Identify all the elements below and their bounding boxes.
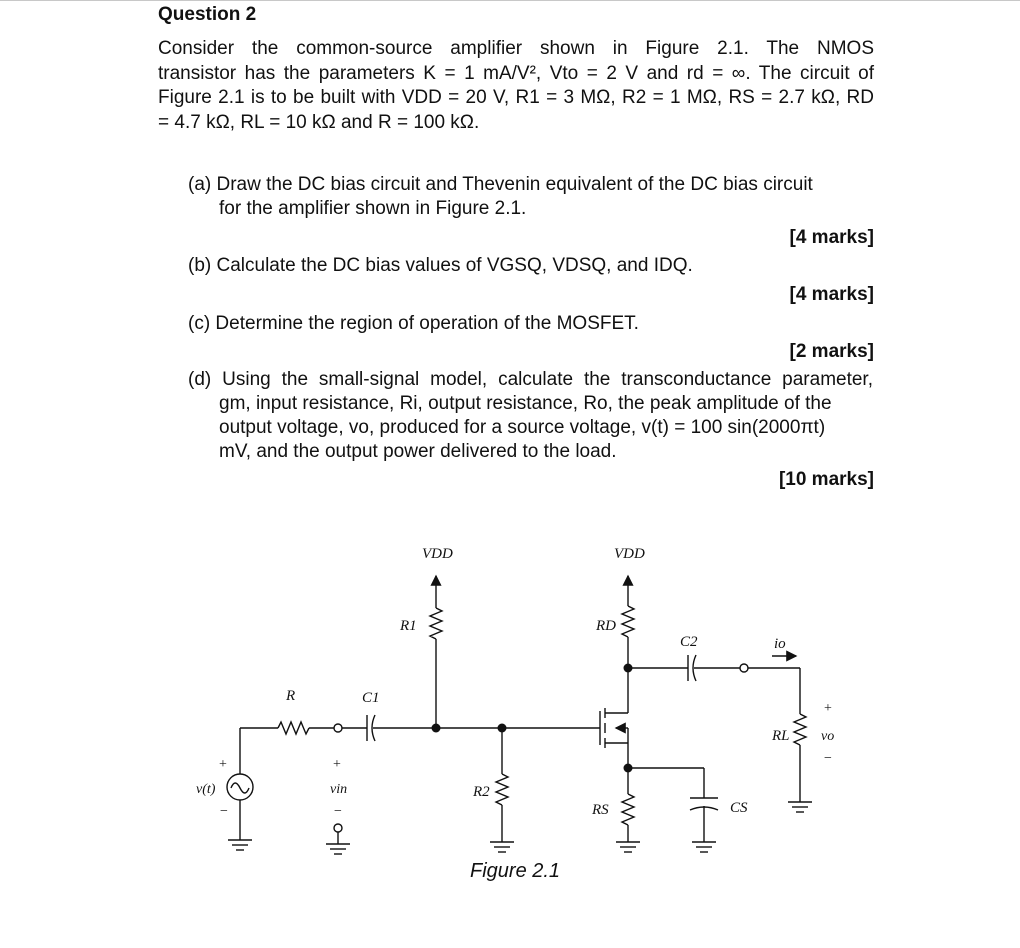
label-r2: R2 (473, 784, 490, 800)
part-d-line-1: (d) Using the small-signal model, calculate the transconductance parameter, (188, 369, 873, 390)
label-vin-minus: − (334, 804, 342, 819)
label-src-plus: + (219, 757, 227, 772)
question-intro (158, 37, 874, 135)
label-vo-minus: − (824, 751, 832, 766)
figure-caption: Figure 2.1 (470, 860, 561, 882)
part-b (188, 254, 693, 278)
part-c-marks: [2 marks] (789, 341, 874, 362)
label-vdd-left: VDD (422, 546, 453, 562)
part-a-line-2: for the amplifier shown in Figure 2.1. (219, 198, 527, 219)
part-c-line-1: (c) Determine the region of operation of the MOSFET. (188, 313, 639, 334)
label-vo-plus: + (824, 701, 832, 716)
label-rd: RD (596, 618, 616, 634)
part-c (188, 312, 639, 336)
label-r1: R1 (400, 618, 417, 634)
label-vt: v(t) (196, 782, 216, 797)
part-d-line-3: output voltage, vo, produced for a source voltage, v(t) = 100 sin(2000πt) (219, 417, 826, 438)
circuit-diagram (180, 530, 840, 865)
part-b-marks: [4 marks] (789, 284, 874, 305)
part-d-line-4: mV, and the output power delivered to the load. (219, 441, 617, 462)
part-d-marks: [10 marks] (778, 469, 874, 490)
label-vin: vin (330, 782, 348, 797)
label-r: R (286, 688, 296, 704)
label-vin-plus: + (333, 757, 341, 772)
intro-line-4: = 4.7 kΩ, RL = 10 kΩ and R = 100 kΩ. (158, 111, 480, 133)
label-io: io (774, 636, 786, 652)
part-d (188, 368, 873, 464)
question-heading: Question 2 (158, 4, 257, 25)
part-a-line-1: (a) Draw the DC bias circuit and Thevenin equivalent of the DC bias circuit (188, 174, 813, 195)
part-a-marks: [4 marks] (789, 227, 874, 248)
label-c1: C1 (362, 690, 380, 706)
label-rl: RL (772, 728, 790, 744)
label-vdd-right: VDD (614, 546, 645, 562)
page-top-border (0, 0, 1020, 1)
label-src-minus: − (220, 804, 228, 819)
part-d-line-2: gm, input resistance, Ri, output resistance, Ro, the peak amplitude of the (219, 393, 832, 414)
intro-line-1: Consider the common-source amplifier shown in Figure 2.1. The NMOS (158, 38, 874, 59)
label-c2: C2 (680, 634, 698, 650)
label-rs: RS (592, 802, 609, 818)
intro-line-3: Figure 2.1 is to be built with VDD = 20 V, R1 = 3 MΩ, R2 = 1 MΩ, RS = 2.7 kΩ, RD (158, 87, 874, 108)
part-a (188, 173, 813, 221)
label-cs: CS (730, 800, 748, 816)
label-vo: vo (821, 729, 835, 744)
intro-line-2: transistor has the parameters K = 1 mA/V², Vto = 2 V and rd = ∞. The circuit of (158, 62, 874, 84)
part-b-line-1: (b) Calculate the DC bias values of VGSQ, VDSQ, and IDQ. (188, 255, 693, 276)
